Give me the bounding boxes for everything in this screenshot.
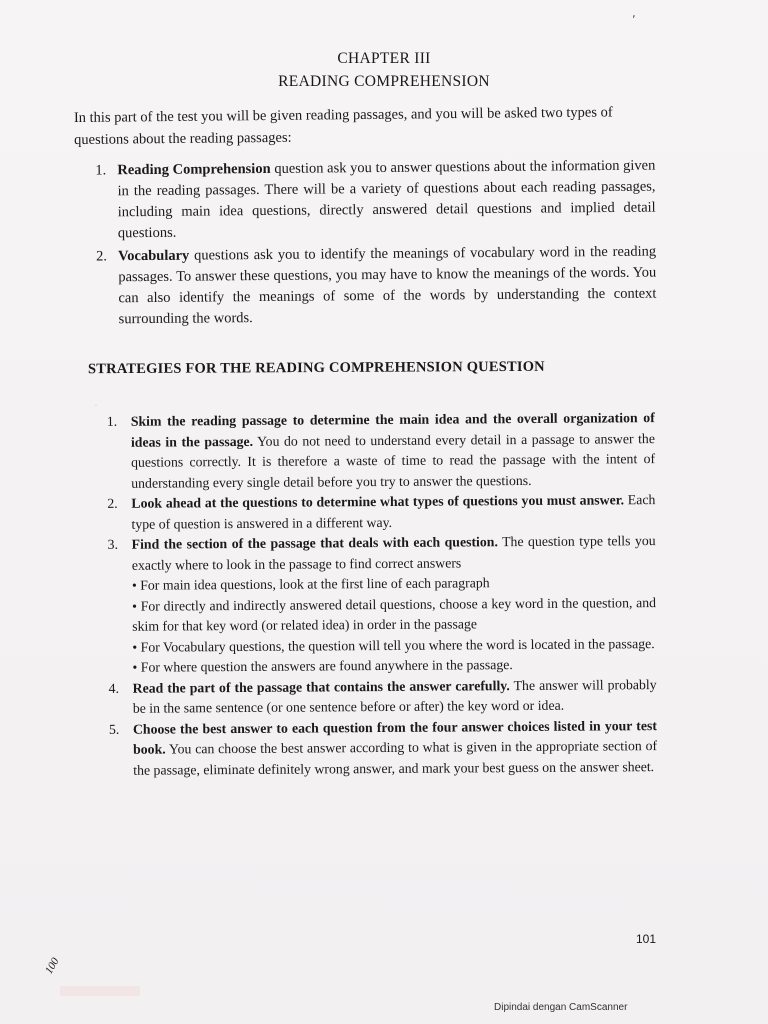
item-number: 2. [96,248,108,265]
strategies-heading: STRATEGIES FOR THE READING COMPREHENSION QUESTION [87,358,545,378]
strategy-item [108,531,657,678]
sub-bullet: • For where question the answers are found anywhere in the passage. [132,657,513,675]
strategy-item [107,490,655,535]
item-text: questions ask you to identify the meanings of vocabulary word in the reading passages. To answer these questions, you may have to know the meanings of the words. You can also identify the meanings of some of the words by understanding the context surrounding the words. [118,243,657,328]
item-lead: Find the section of the passage that deals with each question. [131,534,498,552]
sub-bullet: • For Vocabulary questions, the question will tell you where the word is located in the passage. [132,635,655,655]
strategies-list [107,408,658,781]
item-number: 4. [108,680,120,696]
item-number: 1. [106,413,118,429]
item-lead: Read the part of the passage that contains the answer carefully. [132,677,510,696]
item-text: You can choose the best answer according to what is given in the appropriate section of the passage, eliminate definitely wrong answer, and mark your best guess on the answer sheet. [133,738,658,778]
strategy-item [107,408,656,494]
question-type-item [96,242,657,331]
item-lead: Choose the best answer to each question from the four answer choices listed in your test book. [132,717,657,757]
item-text: The answer will probably be in the same sentence (or one sentence before or after) the key word or idea. [132,676,657,716]
item-body [133,716,657,781]
question-types-list [95,156,656,333]
item-body [117,156,656,245]
item-body [131,408,656,494]
item-text: You do not need to understand every detail in a passage to answer the questions correctly. It is therefore a waste of time to read the passage with the intent of understanding every single detail before you try to answer the questions. [131,430,656,491]
bleed-through-mark: · [94,398,98,412]
item-number: 2. [107,495,118,511]
item-lead: Look ahead at the questions to determine what types of questions you must answer. [131,492,625,511]
scan-shadow [60,986,140,996]
sub-bullet: • For directly and indirectly answered detail questions, choose a key word in the question, and skim for that key word (or related idea) in order in the passage [132,594,657,634]
chapter-title: READING COMPREHENSION [278,73,490,90]
scanner-watermark: Dipindai dengan CamScanner [494,1002,628,1013]
intro-paragraph: In this part of the test you will be given reading passages, and you will be asked two types of questions about the reading passages: [73,104,613,149]
item-number: 5. [108,721,120,737]
item-lead: Vocabulary [118,247,190,265]
sub-bullet: • For main idea questions, look at the first line of each paragraph [131,575,490,593]
corner-mark: ' [630,11,637,27]
item-text: question ask you to answer questions about the information given in the reading passages. There will be a variety of questions about each reading passages, including main idea questions, directly answered detail questions and implied detail questions. [117,157,656,242]
item-body [133,675,657,720]
item-body [131,490,655,535]
item-lead: Reading Comprehension [117,160,271,179]
item-body [132,531,657,678]
item-lead: Skim the reading passage to determine the main idea and the overall organization of ideas in the passage. [130,410,655,450]
question-type-item [95,156,656,245]
strategy-item [109,675,657,720]
chapter-label: CHAPTER III [337,50,431,67]
item-text: The question type tells you exactly where to look in the passage to find correct answers [131,533,656,573]
item-number: 3. [107,536,119,552]
strategy-item [109,716,657,781]
item-text: Each type of question is answered in a different way. [131,492,656,532]
page-number: 101 [636,932,657,946]
item-body [118,242,657,331]
item-number: 1. [95,162,107,179]
handwritten-margin-note: 100 [42,955,62,977]
